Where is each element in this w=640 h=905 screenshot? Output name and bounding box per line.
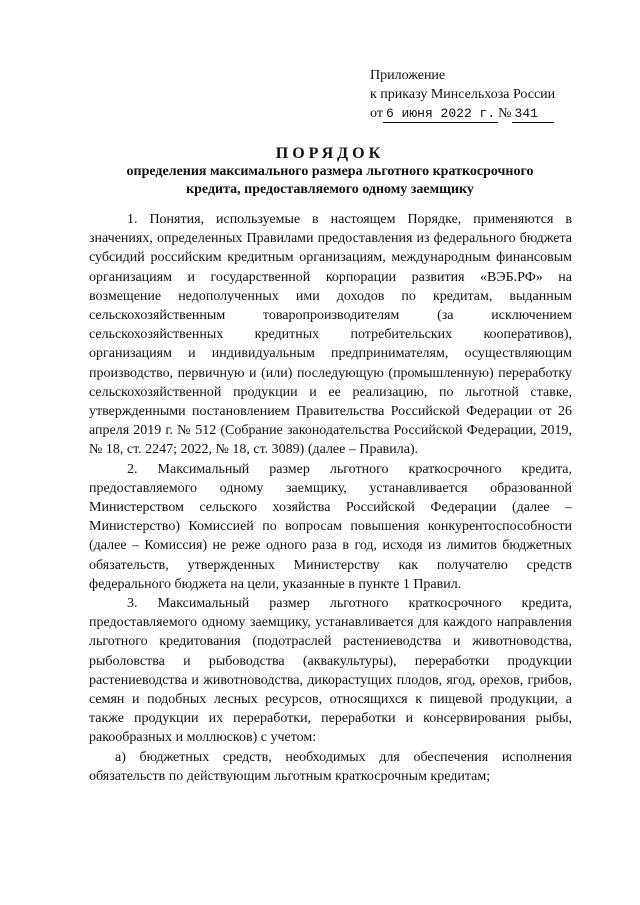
subtitle-line-1: определения максимального размера льготного краткосрочного — [126, 164, 534, 179]
paragraph-2: 2. Максимальный размер льготного краткосрочного кредита, предоставляемого одному заемщику, устанавливается образованной Министерством сельского хозяйства Российской Федерации (далее – Министерство) Комиссией по вопросам повышения конкурентоспособности (далее – Комиссия) не реже одного раза в год, исходя из лимитов бюджетных обязательств, утвержденных Министерству как получателю средств федерального бюджета на цели, указанные в пункте 1 Правил. — [89, 461, 572, 592]
paragraph-1: 1. Понятия, используемые в настоящем Порядке, применяются в значениях, определенных Правилами предоставления из федерального бюджета субсидий российским кредитным организациям, международным финансовым организациям и государственной корпорации развития «ВЭБ.РФ» на возмещение недополученных ими доходов по кредитам, выданным сельскохозяйственным товаропроизводителям (за исключением сельскохозяйственных кредитных потребительских кооперативов), организациям и индивидуальным предпринимателям, осуществляющим производство, первичную и (или) последующую (промышленную) переработку сельскохозяйственной продукции и ее реализацию, по льготной ставке, утвержденными постановлением Правительства Российской Федерации от 26 апреля 2019 г. № 512 (Собрание законодательства Российской Федерации, 2019, № 18, ст. 2247; 2022, № 18, ст. 3089) (далее – Правила). — [89, 212, 572, 458]
order-number: 341 — [512, 106, 554, 123]
document-body — [89, 210, 572, 786]
document-subtitle — [80, 163, 580, 199]
number-prefix: № — [498, 106, 512, 121]
subitem-a: а) бюджетных средств, необходимых для обеспечения исполнения обязательств по действующим льготным краткосрочным кредитам; — [89, 749, 572, 784]
paragraph-3: 3. Максимальный размер льготного краткосрочного кредита, предоставляемого одному заемщику, устанавливается для каждого направления льготного кредитования (подотраслей растениеводства и животноводства, рыболовства и рыбоводства (аквакультуры), переработки продукции растениеводства и животноводства, дикорастущих плодов, ягод, орехов, грибов, семян и подобных лесных ресурсов, относящихся к пищевой продукции, а также продукции их переработки, переработки и консервирования рыбы, ракообразных и моллюсков) с учетом: — [89, 596, 572, 746]
appendix-date-line — [370, 104, 555, 123]
document-title: ПОРЯДОК — [275, 145, 385, 162]
order-date: 6 июня 2022 г. — [383, 106, 498, 123]
subtitle-line-2: кредита, предоставляемого одному заемщику — [186, 182, 474, 197]
appendix-label: Приложение — [370, 68, 446, 83]
appendix-block — [370, 66, 555, 123]
appendix-order-ref: к приказу Минсельхоза России — [370, 87, 556, 102]
date-prefix: от — [370, 106, 383, 121]
